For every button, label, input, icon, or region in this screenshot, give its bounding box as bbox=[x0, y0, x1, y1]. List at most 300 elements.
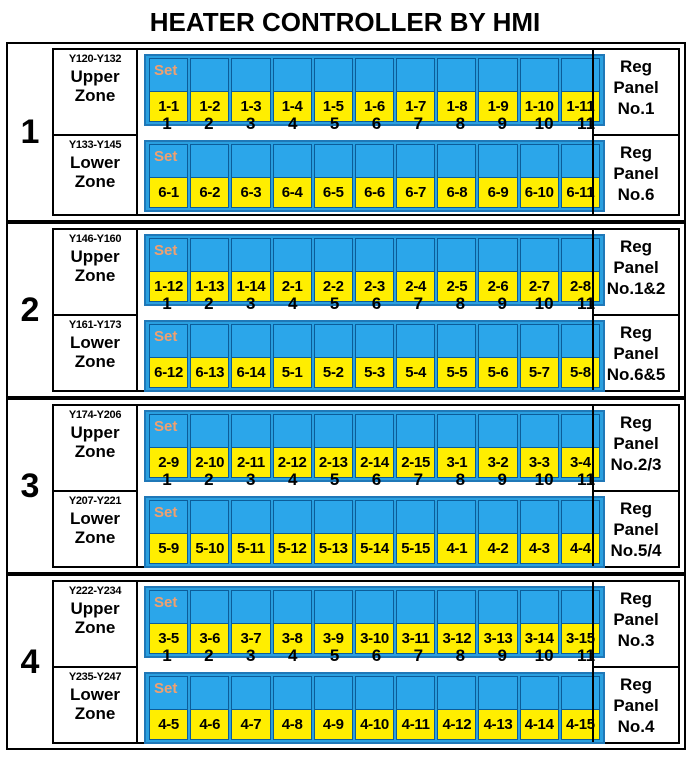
column-number: 2 bbox=[204, 646, 214, 665]
heater-button[interactable] bbox=[149, 676, 188, 740]
heater-status-area[interactable] bbox=[315, 501, 352, 533]
heater-button[interactable] bbox=[437, 144, 476, 208]
heater-status-area[interactable] bbox=[315, 591, 352, 623]
heater-button[interactable] bbox=[149, 500, 188, 564]
heater-label: 3-14 bbox=[521, 623, 558, 653]
heater-button[interactable] bbox=[478, 58, 517, 122]
column-number: 5 bbox=[329, 294, 340, 313]
heater-label: 2-7 bbox=[521, 271, 558, 301]
heater-status-area[interactable] bbox=[397, 325, 434, 357]
heater-button[interactable] bbox=[149, 414, 188, 478]
lower-heater-grid bbox=[144, 320, 605, 392]
panel-label-line: No.6 bbox=[617, 185, 655, 204]
heater-label: 1-7 bbox=[397, 91, 434, 121]
heater-status-area[interactable] bbox=[274, 325, 311, 357]
heater-status-area[interactable] bbox=[274, 501, 311, 533]
heater-status-area[interactable] bbox=[521, 325, 558, 357]
heater-button[interactable] bbox=[520, 676, 559, 740]
heater-status-area[interactable] bbox=[315, 239, 352, 271]
panel-label-line: Reg bbox=[619, 143, 653, 162]
heater-button[interactable] bbox=[355, 324, 394, 388]
heater-label: 1-14 bbox=[232, 271, 269, 301]
heater-label: 6-7 bbox=[397, 177, 434, 207]
heater-button[interactable] bbox=[520, 500, 559, 564]
column-number: 8 bbox=[455, 294, 466, 313]
heater-button[interactable] bbox=[273, 414, 312, 478]
heater-status-area[interactable] bbox=[232, 677, 269, 709]
heater-button[interactable] bbox=[190, 324, 229, 388]
heater-button[interactable] bbox=[437, 58, 476, 122]
heater-button[interactable] bbox=[314, 58, 353, 122]
heater-status-area[interactable] bbox=[191, 145, 228, 177]
column-number: 1 bbox=[162, 470, 172, 489]
heater-button[interactable] bbox=[437, 500, 476, 564]
heater-button[interactable] bbox=[478, 676, 517, 740]
heater-button[interactable] bbox=[149, 238, 188, 302]
heater-button[interactable] bbox=[520, 58, 559, 122]
heater-label: 3-15 bbox=[562, 623, 599, 653]
heater-label: 6-11 bbox=[562, 177, 599, 207]
panel-label-line: Reg bbox=[619, 589, 653, 608]
heater-status-area[interactable] bbox=[521, 59, 558, 91]
column-number: 3 bbox=[246, 294, 256, 313]
heater-status-area[interactable] bbox=[479, 325, 516, 357]
heater-status-area[interactable] bbox=[274, 59, 311, 91]
heater-label: 3-6 bbox=[191, 623, 228, 653]
set-button[interactable]: Set bbox=[154, 594, 178, 611]
set-button[interactable]: Set bbox=[154, 242, 178, 259]
heater-status-area[interactable] bbox=[438, 145, 475, 177]
column-number: 9 bbox=[497, 114, 507, 133]
section-frame bbox=[52, 404, 680, 568]
heater-button[interactable] bbox=[437, 324, 476, 388]
heater-button[interactable] bbox=[149, 58, 188, 122]
heater-status-area[interactable] bbox=[438, 591, 475, 623]
heater-status-area[interactable] bbox=[232, 145, 269, 177]
heater-status-area[interactable] bbox=[479, 59, 516, 91]
heater-label: 5-3 bbox=[356, 357, 393, 387]
heater-button[interactable] bbox=[231, 58, 270, 122]
heater-button[interactable] bbox=[190, 500, 229, 564]
heater-status-area[interactable] bbox=[191, 415, 228, 447]
column-number: 10 bbox=[534, 294, 554, 313]
upper-reg-panel-label bbox=[592, 406, 678, 492]
heater-label: 2-9 bbox=[150, 447, 187, 477]
upper-reg-panel-label bbox=[592, 582, 678, 668]
heater-label: 6-9 bbox=[479, 177, 516, 207]
section-number: 4 bbox=[20, 642, 40, 681]
heater-label: 6-13 bbox=[191, 357, 228, 387]
column-number: 6 bbox=[371, 114, 382, 133]
heater-button[interactable] bbox=[478, 324, 517, 388]
heater-label: 4-15 bbox=[562, 709, 599, 739]
zone-name-line2: Zone bbox=[74, 442, 116, 461]
heater-status-area[interactable] bbox=[479, 501, 516, 533]
section-2 bbox=[6, 222, 686, 398]
heater-button[interactable] bbox=[478, 414, 517, 478]
heater-label: 6-4 bbox=[274, 177, 311, 207]
heater-button[interactable] bbox=[231, 324, 270, 388]
panel-label-line: No.2/3 bbox=[610, 455, 662, 474]
heater-button[interactable] bbox=[190, 238, 229, 302]
heater-label: 2-1 bbox=[274, 271, 311, 301]
heater-status-area[interactable] bbox=[397, 591, 434, 623]
lower-heater-grid bbox=[144, 672, 605, 744]
heater-status-area[interactable] bbox=[315, 677, 352, 709]
panel-label-line: Reg bbox=[619, 237, 653, 256]
heater-button[interactable] bbox=[478, 590, 517, 654]
heater-label: 2-6 bbox=[479, 271, 516, 301]
column-number: 10 bbox=[534, 646, 554, 665]
column-number: 9 bbox=[497, 470, 507, 489]
heater-label: 1-6 bbox=[356, 91, 393, 121]
heater-button[interactable] bbox=[355, 500, 394, 564]
heater-button[interactable] bbox=[149, 324, 188, 388]
heater-status-area[interactable] bbox=[356, 59, 393, 91]
heater-status-area[interactable] bbox=[150, 325, 187, 357]
column-number: 2 bbox=[204, 294, 214, 313]
heater-status-area[interactable] bbox=[356, 415, 393, 447]
heater-status-area[interactable] bbox=[274, 591, 311, 623]
heater-label: 2-5 bbox=[438, 271, 475, 301]
heater-button[interactable] bbox=[190, 414, 229, 478]
heater-button[interactable] bbox=[231, 414, 270, 478]
lower-heater-grid bbox=[144, 140, 605, 212]
heater-label: 3-3 bbox=[521, 447, 558, 477]
heater-button[interactable] bbox=[273, 144, 312, 208]
upper-reg-panel-label bbox=[592, 50, 678, 136]
heater-status-area[interactable] bbox=[521, 677, 558, 709]
lower-zone-label bbox=[54, 316, 138, 390]
heater-status-area[interactable] bbox=[315, 145, 352, 177]
panel-label-line: Reg bbox=[619, 499, 653, 518]
heater-label: 3-12 bbox=[438, 623, 475, 653]
heater-status-area[interactable] bbox=[191, 591, 228, 623]
column-number: 5 bbox=[329, 470, 340, 489]
heater-status-area[interactable] bbox=[438, 677, 475, 709]
heater-label: 3-4 bbox=[562, 447, 599, 477]
column-number: 7 bbox=[413, 470, 424, 489]
panel-label-line: Reg bbox=[619, 413, 653, 432]
heater-button[interactable] bbox=[231, 590, 270, 654]
heater-label: 4-1 bbox=[438, 533, 475, 563]
heater-status-area[interactable] bbox=[397, 677, 434, 709]
heater-status-area[interactable] bbox=[397, 415, 434, 447]
heater-status-area[interactable] bbox=[479, 415, 516, 447]
heater-button[interactable] bbox=[396, 144, 435, 208]
heater-label: 3-9 bbox=[315, 623, 352, 653]
heater-button[interactable] bbox=[231, 500, 270, 564]
heater-button[interactable] bbox=[314, 590, 353, 654]
heater-button[interactable] bbox=[273, 58, 312, 122]
heater-label: 6-10 bbox=[521, 177, 558, 207]
section-number: 3 bbox=[20, 466, 40, 505]
upper-heater-grid bbox=[144, 410, 605, 482]
heater-status-area[interactable] bbox=[191, 239, 228, 271]
set-button[interactable]: Set bbox=[154, 418, 178, 435]
heater-status-area[interactable] bbox=[274, 677, 311, 709]
heater-label: 2-12 bbox=[274, 447, 311, 477]
upper-zone-label bbox=[54, 582, 138, 668]
column-number: 7 bbox=[413, 646, 424, 665]
section-frame bbox=[52, 580, 680, 744]
heater-button[interactable] bbox=[314, 500, 353, 564]
heater-button[interactable] bbox=[520, 324, 559, 388]
heater-label: 5-11 bbox=[232, 533, 269, 563]
column-number: 4 bbox=[287, 646, 298, 665]
heater-status-area[interactable] bbox=[315, 59, 352, 91]
output-range: Y120-Y132 bbox=[68, 53, 122, 65]
set-button[interactable]: Set bbox=[154, 62, 178, 79]
heater-button[interactable] bbox=[190, 144, 229, 208]
heater-status-area[interactable] bbox=[356, 677, 393, 709]
heater-label: 4-4 bbox=[562, 533, 599, 563]
heater-label: 2-15 bbox=[397, 447, 434, 477]
heater-button[interactable] bbox=[478, 144, 517, 208]
heater-status-area[interactable] bbox=[191, 677, 228, 709]
output-range: Y133-Y145 bbox=[68, 139, 122, 151]
heater-button[interactable] bbox=[520, 144, 559, 208]
heater-button[interactable] bbox=[396, 590, 435, 654]
set-button[interactable]: Set bbox=[154, 328, 178, 345]
heater-button[interactable] bbox=[231, 676, 270, 740]
section-1 bbox=[6, 42, 686, 222]
heater-status-area[interactable] bbox=[438, 325, 475, 357]
column-number: 2 bbox=[204, 470, 214, 489]
zone-name-line2: Zone bbox=[74, 352, 116, 371]
heater-status-area[interactable] bbox=[356, 501, 393, 533]
panel-label-line: Panel bbox=[613, 696, 659, 715]
heater-button[interactable] bbox=[273, 500, 312, 564]
column-number: 8 bbox=[455, 114, 466, 133]
heater-status-area[interactable] bbox=[479, 145, 516, 177]
heater-button[interactable] bbox=[355, 238, 394, 302]
heater-button[interactable] bbox=[396, 58, 435, 122]
heater-label: 5-10 bbox=[191, 533, 228, 563]
heater-status-area[interactable] bbox=[356, 325, 393, 357]
heater-label: 3-2 bbox=[479, 447, 516, 477]
heater-label: 2-2 bbox=[315, 271, 352, 301]
zone-name-line1: Upper bbox=[70, 423, 120, 442]
column-number: 6 bbox=[371, 294, 382, 313]
heater-button[interactable] bbox=[437, 238, 476, 302]
heater-status-area[interactable] bbox=[397, 59, 434, 91]
heater-button[interactable] bbox=[314, 144, 353, 208]
heater-button[interactable] bbox=[149, 144, 188, 208]
panel-label-line: Panel bbox=[613, 344, 659, 363]
heater-status-area[interactable] bbox=[397, 239, 434, 271]
heater-status-area[interactable] bbox=[315, 415, 352, 447]
heater-status-area[interactable] bbox=[438, 239, 475, 271]
heater-label: 2-11 bbox=[232, 447, 269, 477]
heater-status-area[interactable] bbox=[232, 239, 269, 271]
heater-button[interactable] bbox=[520, 414, 559, 478]
heater-status-area[interactable] bbox=[191, 59, 228, 91]
panel-label-line: Panel bbox=[613, 164, 659, 183]
heater-button[interactable] bbox=[396, 414, 435, 478]
heater-status-area[interactable] bbox=[191, 501, 228, 533]
page-title: HEATER CONTROLLER BY HMI bbox=[149, 7, 541, 37]
heater-status-area[interactable] bbox=[438, 59, 475, 91]
heater-status-area[interactable] bbox=[150, 415, 187, 447]
set-button[interactable]: Set bbox=[154, 504, 178, 521]
heater-status-area[interactable] bbox=[274, 239, 311, 271]
heater-button[interactable] bbox=[478, 500, 517, 564]
heater-button[interactable] bbox=[273, 238, 312, 302]
heater-status-area[interactable] bbox=[356, 239, 393, 271]
heater-button[interactable] bbox=[396, 324, 435, 388]
panel-label-line: Panel bbox=[613, 258, 659, 277]
heater-status-area[interactable] bbox=[232, 59, 269, 91]
heater-button[interactable] bbox=[273, 324, 312, 388]
heater-label: 3-7 bbox=[232, 623, 269, 653]
heater-label: 4-9 bbox=[315, 709, 352, 739]
output-range: Y161-Y173 bbox=[68, 319, 122, 331]
heater-button[interactable] bbox=[437, 414, 476, 478]
heater-status-area[interactable] bbox=[397, 145, 434, 177]
heater-status-area[interactable] bbox=[150, 501, 187, 533]
output-range: Y174-Y206 bbox=[68, 409, 122, 421]
column-number: 3 bbox=[246, 646, 256, 665]
heater-button[interactable] bbox=[355, 144, 394, 208]
heater-button[interactable] bbox=[231, 144, 270, 208]
heater-status-area[interactable] bbox=[274, 415, 311, 447]
heater-status-area[interactable] bbox=[274, 145, 311, 177]
heater-status-area[interactable] bbox=[521, 145, 558, 177]
heater-button[interactable] bbox=[355, 414, 394, 478]
heater-label: 5-15 bbox=[397, 533, 434, 563]
panel-label-line: No.6&5 bbox=[606, 365, 666, 384]
heater-label: 6-5 bbox=[315, 177, 352, 207]
zone-name-line1: Lower bbox=[69, 153, 121, 172]
column-number: 11 bbox=[577, 294, 596, 313]
heater-status-area[interactable] bbox=[479, 591, 516, 623]
zone-name-line1: Upper bbox=[70, 67, 120, 86]
heater-status-area[interactable] bbox=[397, 501, 434, 533]
set-button[interactable]: Set bbox=[154, 680, 178, 697]
zone-name-line2: Zone bbox=[74, 704, 116, 723]
heater-button[interactable] bbox=[355, 58, 394, 122]
panel-label-line: Panel bbox=[613, 434, 659, 453]
heater-status-area[interactable] bbox=[356, 591, 393, 623]
heater-label: 5-5 bbox=[438, 357, 475, 387]
lower-zone-label bbox=[54, 492, 138, 566]
heater-label: 1-11 bbox=[562, 91, 599, 121]
heater-status-area[interactable] bbox=[150, 239, 187, 271]
heater-label: 1-4 bbox=[274, 91, 311, 121]
heater-status-area[interactable] bbox=[356, 145, 393, 177]
heater-button[interactable] bbox=[437, 590, 476, 654]
heater-button[interactable] bbox=[190, 676, 229, 740]
column-number: 6 bbox=[371, 470, 382, 489]
heater-status-area[interactable] bbox=[150, 59, 187, 91]
heater-status-area[interactable] bbox=[521, 239, 558, 271]
column-number: 3 bbox=[246, 470, 256, 489]
heater-button[interactable] bbox=[478, 238, 517, 302]
heater-button[interactable] bbox=[190, 58, 229, 122]
heater-label: 5-6 bbox=[479, 357, 516, 387]
heater-status-area[interactable] bbox=[479, 239, 516, 271]
lower-zone-label bbox=[54, 668, 138, 742]
upper-zone-label bbox=[54, 50, 138, 136]
upper-reg-panel-label bbox=[592, 230, 678, 316]
column-number: 4 bbox=[287, 294, 298, 313]
heater-button[interactable] bbox=[437, 676, 476, 740]
heater-status-area[interactable] bbox=[150, 677, 187, 709]
heater-label: 2-4 bbox=[397, 271, 434, 301]
heater-status-area[interactable] bbox=[438, 501, 475, 533]
set-button[interactable]: Set bbox=[154, 148, 178, 165]
heater-label: 6-8 bbox=[438, 177, 475, 207]
heater-status-area[interactable] bbox=[521, 415, 558, 447]
heater-label: 1-1 bbox=[150, 91, 187, 121]
heater-label: 4-11 bbox=[397, 709, 434, 739]
heater-status-area[interactable] bbox=[232, 325, 269, 357]
column-number: 3 bbox=[246, 114, 256, 133]
heater-button[interactable] bbox=[355, 676, 394, 740]
panel-label-line: Panel bbox=[613, 610, 659, 629]
heater-button[interactable] bbox=[273, 590, 312, 654]
heater-status-area[interactable] bbox=[315, 325, 352, 357]
output-range: Y235-Y247 bbox=[68, 671, 122, 683]
heater-button[interactable] bbox=[314, 324, 353, 388]
heater-label: 5-13 bbox=[315, 533, 352, 563]
heater-status-area[interactable] bbox=[521, 591, 558, 623]
heater-button[interactable] bbox=[190, 590, 229, 654]
heater-label: 1-12 bbox=[150, 271, 187, 301]
lower-heater-grid bbox=[144, 496, 605, 568]
heater-status-area[interactable] bbox=[232, 591, 269, 623]
heater-label: 1-10 bbox=[521, 91, 558, 121]
heater-label: 3-10 bbox=[356, 623, 393, 653]
heater-button[interactable] bbox=[520, 590, 559, 654]
heater-button[interactable] bbox=[231, 238, 270, 302]
heater-label: 6-2 bbox=[191, 177, 228, 207]
heater-label: 5-1 bbox=[274, 357, 311, 387]
heater-button[interactable] bbox=[520, 238, 559, 302]
heater-button[interactable] bbox=[396, 238, 435, 302]
zone-name-line2: Zone bbox=[74, 266, 116, 285]
zone-name-line2: Zone bbox=[74, 172, 116, 191]
heater-label: 6-1 bbox=[150, 177, 187, 207]
heater-button[interactable] bbox=[396, 676, 435, 740]
heater-button[interactable] bbox=[273, 676, 312, 740]
heater-status-area[interactable] bbox=[521, 501, 558, 533]
heater-label: 1-8 bbox=[438, 91, 475, 121]
heater-status-area[interactable] bbox=[232, 501, 269, 533]
heater-button[interactable] bbox=[314, 676, 353, 740]
heater-button[interactable] bbox=[314, 414, 353, 478]
heater-status-area[interactable] bbox=[191, 325, 228, 357]
heater-button[interactable] bbox=[149, 590, 188, 654]
heater-button[interactable] bbox=[355, 590, 394, 654]
heater-button[interactable] bbox=[396, 500, 435, 564]
zone-name-line1: Lower bbox=[69, 333, 121, 352]
heater-status-area[interactable] bbox=[150, 145, 187, 177]
heater-status-area[interactable] bbox=[150, 591, 187, 623]
column-number: 10 bbox=[534, 114, 554, 133]
heater-status-area[interactable] bbox=[438, 415, 475, 447]
heater-status-area[interactable] bbox=[232, 415, 269, 447]
heater-label: 2-14 bbox=[356, 447, 393, 477]
heater-label: 6-12 bbox=[150, 357, 187, 387]
column-number: 7 bbox=[413, 294, 424, 313]
column-number: 11 bbox=[577, 470, 596, 489]
heater-status-area[interactable] bbox=[479, 677, 516, 709]
heater-button[interactable] bbox=[314, 238, 353, 302]
heater-label: 4-3 bbox=[521, 533, 558, 563]
heater-label: 3-5 bbox=[150, 623, 187, 653]
